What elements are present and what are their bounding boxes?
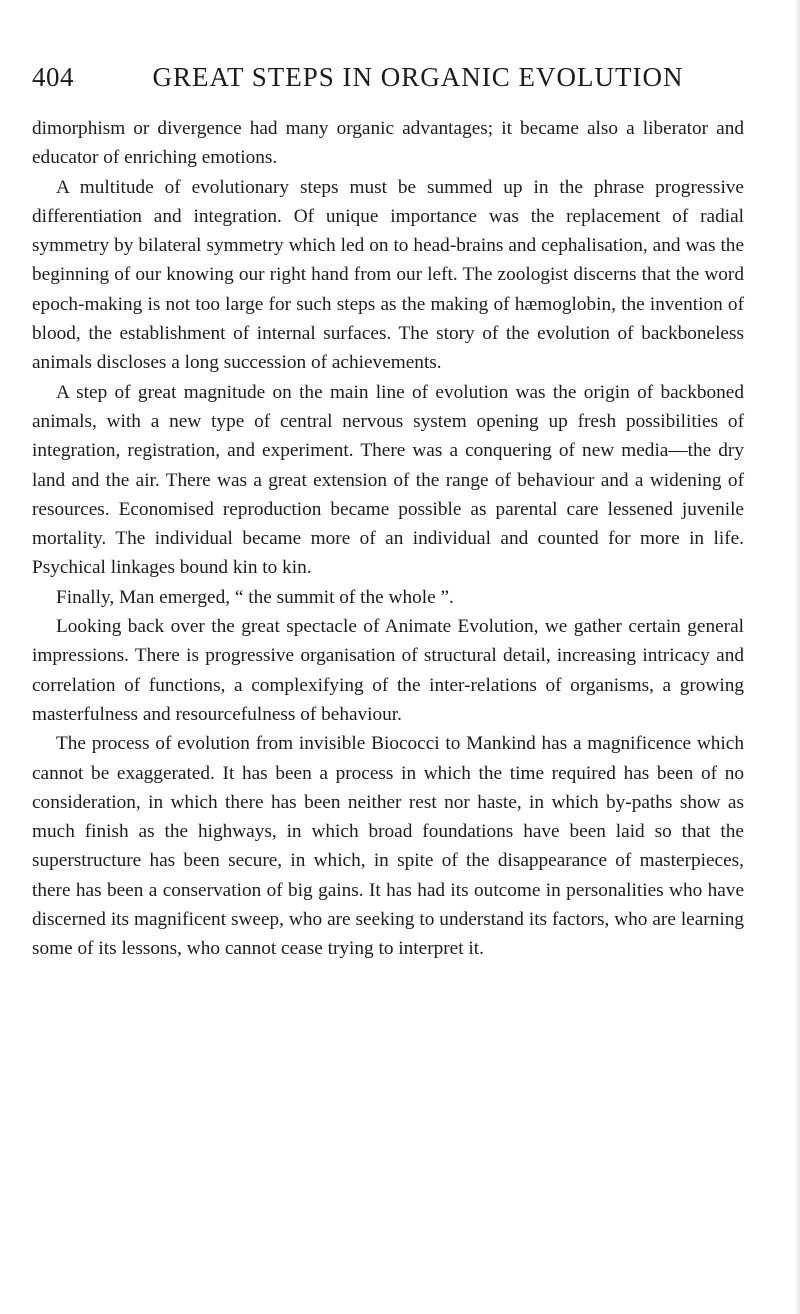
body-text xyxy=(32,114,744,964)
page-number: 404 xyxy=(32,62,74,92)
page-header xyxy=(32,62,744,102)
paragraph: dimorphism or divergence had many organic advantages; it became also a liberator and educator of enriching emotions. xyxy=(32,118,744,169)
paragraph: The process of evolution from invisible Biococci to Mankind has a magnificence which cannot be exaggerated. It has been a process in which the time required has been of no consideration, in which there has been neither rest nor haste, in which by-paths show as much finish as the highways, in which broad foundations have been laid so that the superstructure has been secure, in which, in spite of the disappearance of masterpieces, there has been a conservation of big gains. It has had its outcome in personalities who have discerned its magnificent sweep, who are seeking to understand its factors, who are learning some of its lessons, who cannot cease trying to interpret it. xyxy=(32,733,744,960)
paragraph: Finally, Man emerged, “ the summit of the whole ”. xyxy=(56,586,454,608)
paragraph: A step of great magnitude on the main line of evolution was the origin of backboned animals, with a new type of central nervous system opening up fresh possibilities of integration, registration, and experiment. There was a conquering of new media—the dry land and the air. There was a great extension of the range of behaviour and a widening of resources. Economised reproduction became possible as parental care lessened juvenile mortality. The individual became more of an individual and counted for more in life. Psychical linkages bound kin to kin. xyxy=(32,381,744,579)
paragraph: Looking back over the great spectacle of Animate Evolution, we gather certain general impressions. There is progressive organisation of structural detail, increasing intricacy and correlation of functions, a complexifying of the inter-relations of organisms, a growing masterfulness and resourcefulness of behaviour. xyxy=(32,616,744,725)
page-edge-shadow xyxy=(794,0,800,1314)
running-head: GREAT STEPS IN ORGANIC EVOLUTION xyxy=(152,62,684,92)
paragraph: A multitude of evolutionary steps must be summed up in the phrase progressive differentiation and integration. Of unique importance was the replacement of radial symmetry by bilateral symmetry which led on to head-brains and cephalisation, and was the beginning of our knowing our right hand from our left. The zoologist discerns that the word epoch-making is not too large for such steps as the making of hæmoglobin, the invention of blood, the establishment of internal surfaces. The story of the evolution of backboneless animals discloses a long succession of achievements. xyxy=(32,176,744,374)
